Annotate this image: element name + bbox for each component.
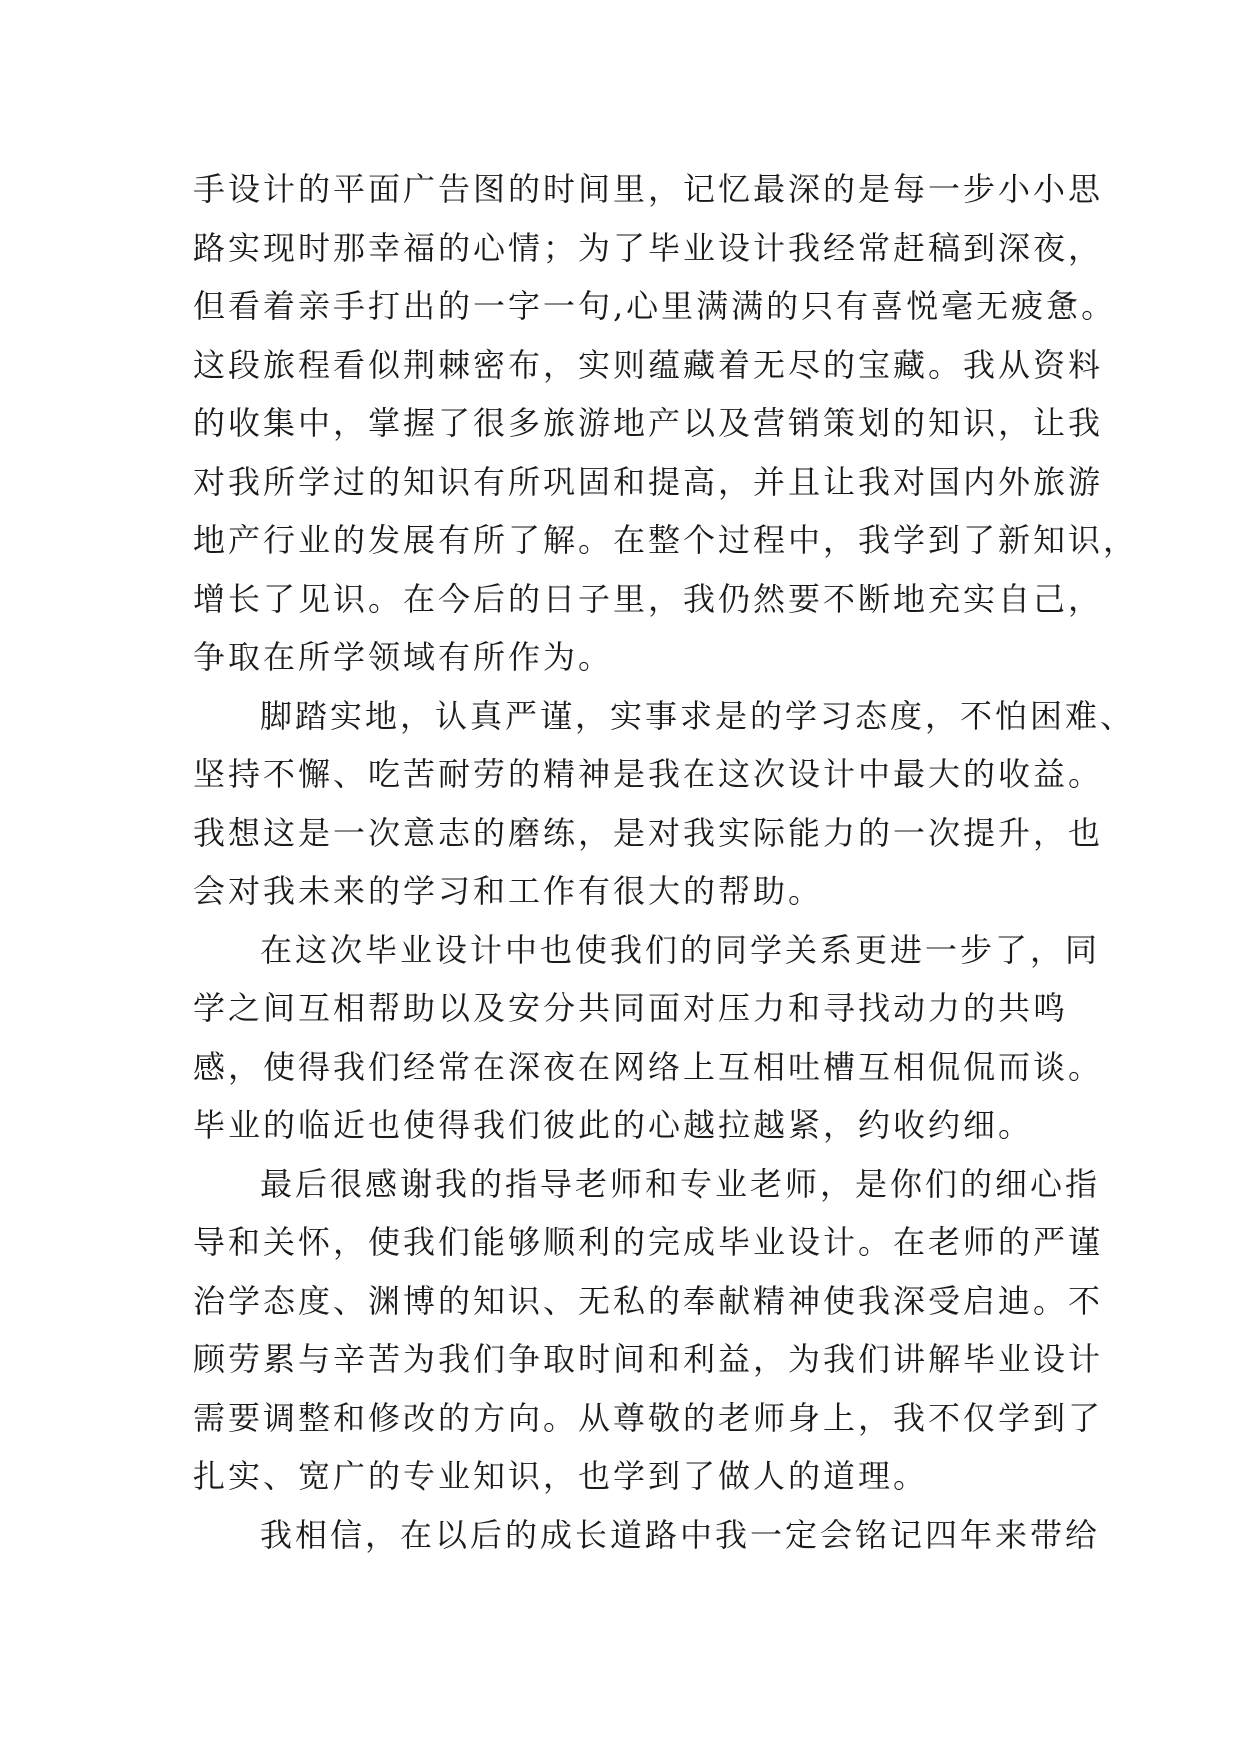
text-line: 需要调整和修改的方向。从尊敬的老师身上，我不仅学到了	[193, 1398, 1104, 1437]
text-line: 顾劳累与辛苦为我们争取时间和利益，为我们讲解毕业设计	[193, 1340, 1104, 1378]
text-line: 感，使得我们经常在深夜在网络上互相吐槽互相侃侃而谈。	[193, 1047, 1104, 1086]
text-line: 路实现时那幸福的心情；为了毕业设计我经常赶稿到深夜，	[193, 228, 1104, 267]
text-line: 我相信，在以后的成长道路中我一定会铭记四年来带给	[260, 1515, 1101, 1554]
document-body	[193, 160, 1139, 1564]
text-line: 最后很感谢我的指导老师和专业老师，是你们的细心指	[260, 1164, 1101, 1203]
text-line: 这段旅程看似荆棘密布，实则蕴藏着无尽的宝藏。我从资料	[193, 345, 1104, 384]
text-line: 脚踏实地，认真严谨，实事求是的学习态度，不怕困难、	[260, 696, 1136, 735]
text-line: 的收集中，掌握了很多旅游地产以及营销策划的知识，让我	[193, 404, 1104, 442]
paragraph-4	[193, 1155, 1104, 1506]
text-line: 争取在所学领域有所作为。	[193, 638, 614, 676]
paragraph-3	[193, 921, 1104, 1155]
text-line: 手设计的平面广告图的时间里，记忆最深的是每一步小小思	[193, 170, 1104, 208]
paragraph-1	[193, 160, 1139, 687]
text-line: 治学态度、渊博的知识、无私的奉献精神使我深受启迪。不	[193, 1281, 1104, 1320]
text-line: 但看着亲手打出的一字一句,心里满满的只有喜悦毫无疲惫。	[193, 287, 1117, 325]
text-line: 会对我未来的学习和工作有很大的帮助。	[193, 872, 824, 910]
text-line: 毕业的临近也使得我们彼此的心越拉越紧，约收约细。	[193, 1106, 1034, 1144]
paragraph-2	[193, 687, 1136, 921]
text-line: 导和关怀，使我们能够顺利的完成毕业设计。在老师的严谨	[193, 1223, 1104, 1261]
text-line: 我想这是一次意志的磨练，是对我实际能力的一次提升，也	[193, 813, 1104, 852]
text-line: 学之间互相帮助以及安分共同面对压力和寻找动力的共鸣	[193, 989, 1069, 1027]
text-line: 在这次毕业设计中也使我们的同学关系更进一步了，同	[260, 930, 1101, 969]
text-line: 对我所学过的知识有所巩固和提高，并且让我对国内外旅游	[193, 462, 1104, 501]
text-line: 地产行业的发展有所了解。在整个过程中，我学到了新知识，	[193, 521, 1139, 559]
text-line: 增长了见识。在今后的日子里，我仍然要不断地充实自己，	[193, 579, 1104, 618]
text-line: 扎实、宽广的专业知识，也学到了做人的道理。	[193, 1457, 929, 1495]
text-line: 坚持不懈、吃苦耐劳的精神是我在这次设计中最大的收益。	[193, 755, 1104, 793]
paragraph-5	[193, 1506, 1101, 1565]
